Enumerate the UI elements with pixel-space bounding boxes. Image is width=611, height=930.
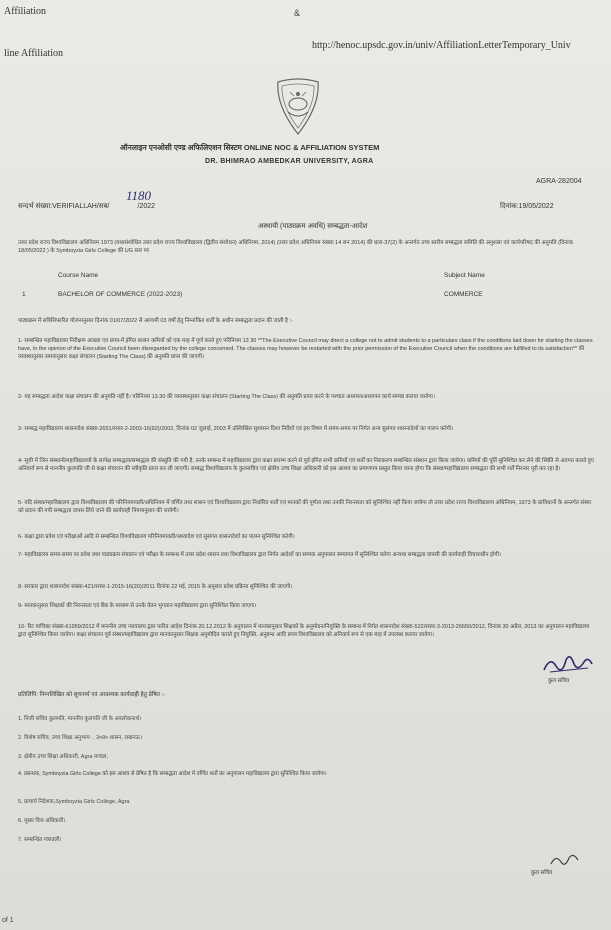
condition-7: 7- महाविद्यालय समय-समय पर प्रवेश तथा पाठ्यक्रम संचालन एवं परीक्षा के सम्बन्ध में उत्तर प्रदेश शासन तथा विश्वविद्यालय द्वारा निर्गत आदेशों का सम्यक अनुपालन सम्यागत में सुनिश्चित करेगा अन्यथा सम्बद्धता वापसी की कार्यवाही विचाराधीन होगी। <box>18 552 501 558</box>
browser-title-fragment-2: line Affiliation <box>4 48 63 59</box>
page-footer: of 1 <box>2 917 14 924</box>
condition-10: 10- रिट याचिका संख्या-61959/2012 में माननीय उच्च न्यायालय द्वारा पारित आदेश दिनांक 20.12.2012 के अनुपालन में मानकानुसार शिक्षकों के अनुमोदन/नियुक्ति के सम्बन्ध में निर्गत शासनादेश संख्या-522/सत्तर-3-2013-26650/2012, दिनांक 30 अप्रैल, 2013 का अनुपालन महाविद्यालय द्वारा सुनिश्चित किया जायेगा। कक्षा संचालन पूर्व संस्था/महाविद्यालय द्वारा मानकानुसार शिक्षक अनुमोदित कराते हुए नियुक्ति, अनुबन्ध आदि प्रपत्र विश्वविद्यालय को अनिवार्य रूप से एक माह में उपलब्ध कराया जायेगा। <box>18 624 590 638</box>
letter-date: दिनांक:19/05/2022 <box>500 203 554 210</box>
order-heading: अस्थायी (पाठ्यक्रम अवधि) सम्बद्धता-आदेश <box>258 223 368 230</box>
copy-item-5: 5. प्राचार्य निदेशक,Symboyzia Girls College, Agra <box>18 799 130 805</box>
condition-2: 2- यह सम्बद्धता आदेश कक्षा संचालन की अनुमति नहीं है। परिनियम 13.30 की व्यवस्थानुसार कक्षा संचालन (Starting The Class) की अनुमति प्राप्त करने के पश्चात अध्ययन/अध्यापन कार्य सम्पन्न कराया जायेगा। <box>18 394 435 400</box>
condition-9: 9- मानकानुसार शिक्षकों की निरन्तरता एवं बैंक के माध्यम से उनके वेतन भुगतान महाविद्यालय द्वारा सुनिश्चित किया जाएगा। <box>18 603 257 609</box>
signature-label-2: कुल सचिव <box>531 870 553 876</box>
condition-3: 3- सम्बद्ध महाविद्यालय शासनादेश संख्या-2651/सत्तर-2-2003-16(92)/2002, दिनांक 02 जुलाई, 2003 में उल्लिखित सुशासन दिशा निर्देशों एवं इस विषय में समय-समय पर निर्गत अन्य सुसंगत शासनादेशों का पालन करेगी। <box>18 426 454 432</box>
university-emblem-icon <box>270 78 326 138</box>
table-row-course: BACHELOR OF COMMERCE (2022-2023) <box>58 291 183 298</box>
reference-label: सन्दर्भ संख्या:VERIFIALLAH/सब/ <box>18 203 110 210</box>
copy-item-7: 7. सम्बन्धित पत्रावली। <box>18 837 62 843</box>
signature-label: कुल सचिव <box>548 678 570 684</box>
registrar-signature-2-icon <box>548 850 582 870</box>
page-url: http://henoc.upsdc.gov.in/univ/AffiliationLetterTemporary_Univ <box>312 40 571 51</box>
condition-5: 5- यदि संस्था/महाविद्यालय द्वारा विश्वविद्यालय की परिनियमावली/अधिनियम में वर्णित तथा शासन एवं विश्वविद्यालय द्वारा निर्धारित शर्तों एवं मानकों की पूर्णता तथा उनकी निरन्तरता को सुनिश्चित नहीं किया जायेगा तो उत्तर प्रदेश राज्य विश्वविद्यालय अधिनियम, 1973 के प्राविधानों के अन्तर्गत संस्था को प्रदान की गयी सम्बद्धता वापस लिये जाने की कार्यवाही नियमानुसार की जायेगी। <box>18 500 592 514</box>
intro-paragraph: उत्तर प्रदेश राज्य विश्वविद्यालय अधिनियम 1973 (यथासंशोधित उत्तर प्रदेश राज्य विश्वविद्यालय (द्वितीय संशोधन) अधिनियम, 2014) (उत्तर प्रदेश अधिनियम संख्या 14 सन 2014) की धारा-37(2) के अन्तर्गत उच्च स्तरीय सम्बद्धता समिति की अनुशंसा एवं कार्यपरिषद की अनुमति (दिनांक 18/05/2022 ) के Symboyzia Girls College की UG स्तर पर <box>18 240 573 254</box>
registrar-signature-icon <box>540 650 596 678</box>
condition-6: 6- कक्षा द्वारा प्रवेश एवं परीक्षाओं आदि से सम्बन्धित विश्वविद्यालय परिनियमावली/अध्यादेश एवं सुसंगत शासनादेशों का पालन सुनिश्चित करेगी। <box>18 534 295 540</box>
condition-1: 1- सम्बन्धित महाविद्यालय निरीक्षण आख्या एव प्रपत्र-में इंगित शासन कमियों को एक माह में पूर्ण करते हुए परिनियम 13 30 **The Executive Council may direct a college not to admit students to a particulars class if the conditions laid down for starting the classes have, in the opinion of the Executive Council been disregarded by the college concerned. The classes may however be restarted with the prior permission of the Executive Council when the conditions are fulfilled to its satisfaction** की व्यवस्थानुसार समयानुसार कक्षा संचालन (Starting The Class) की अनुमति प्राप्त की जाएगी। <box>18 338 593 360</box>
handwritten-reference-number: 1180 <box>126 188 152 203</box>
copy-item-3: 3. क्षेत्रीय उच्च शिक्षा अधिकारी, Agra मण्डल, <box>18 754 109 760</box>
university-name: DR. BHIMRAO AMBEDKAR UNIVERSITY, AGRA <box>205 158 374 165</box>
table-header-subject: Subject Name <box>444 272 485 279</box>
condition-8: 8- सरकार द्वारा शासनादेश संख्या-421/सत्तर-1-2015-16(20)/2011 दिनांक 22 मई, 2015 के अनुसार प्रवेश प्रक्रिया सुनिश्चित की जाएगी। <box>18 584 293 590</box>
header-mark: & <box>294 8 301 18</box>
table-header-course: Course Name <box>58 272 99 279</box>
table-row-index: 1 <box>22 291 26 298</box>
university-city: AGRA-282004 <box>536 178 582 185</box>
copy-item-2: 2. विशेष सचिव, उच्च शिक्षा अनुभाग- , उ०प्र० शासन, लखनऊ। <box>18 735 143 741</box>
table-row-subject: COMMERCE <box>444 291 483 298</box>
period-text: पाठ्यक्रम में सत्रिसिफारित योजनानुसार दिनांक 01/07/2022 से आगामी 03 वर्षों हेतु निम्नांकित शर्तों के अधीन सम्बद्धता प्रदान की जाती है :- <box>18 318 293 324</box>
condition-4: 4- सूची में जिन संस्थानों/महाविद्यालयों के सापेक्ष सम्बद्धता/सम्बद्धता की संस्तुति की गयी है, उनके सम्बन्ध में महाविद्यालय द्वारा कक्षा प्रारम्भ करने से पूर्व इंगित सभी कमियों एवं शर्तों का निराकरण सम्बन्धित संस्थान द्वारा किया जायेगा। कमियों की पूर्ति सुनिश्चित कर लेने की स्थिति से अवगत कराते हुए अनिवार्य रूप से माननीय कुलपति जी से कक्षा संचालन की स्वीकृति प्राप्त कर ली जाएगी। सम्बद्ध विश्वविद्यालय के कुलसचिव एवं क्षेत्रीय उच्च शिक्षा अधिकारी को इस आशय का प्रमाणपत्र प्रस्तुत किया जाना होगा कि संस्था/महाविद्यालय सम्बद्धता की सभी शर्तें निरन्तर पूरी कर रहा है। <box>18 458 594 472</box>
copy-item-1: 1. निजी सचिव कुलपति, माननीय कुलपति जी के अवलोकनार्थ। <box>18 716 142 722</box>
system-title: ऑनलाइन एनओसी एण्ड अफिलिएशन सिस्टम ONLINE NOC & AFFILIATION SYSTEM <box>120 143 380 152</box>
copy-item-4: 4. प्रबन्धक, Symboyzia Girls College को इस आशय से प्रेषित है कि सम्बद्धता आदेश में वर्णित शर्तों का अनुपालन महाविद्यालय द्वारा सुनिश्चित किया जायेगा। <box>18 771 327 777</box>
copy-item-6: 6. मुख्य वित्त अधिकारी। <box>18 818 66 824</box>
copy-heading: प्रतिलिपि: निम्नलिखित को सूचनार्थ एवं आवश्यक कार्यवाही हेतु प्रेषित :- <box>18 692 166 698</box>
reference-year: /2022 <box>137 203 156 210</box>
browser-title-fragment: Affiliation <box>4 6 47 17</box>
